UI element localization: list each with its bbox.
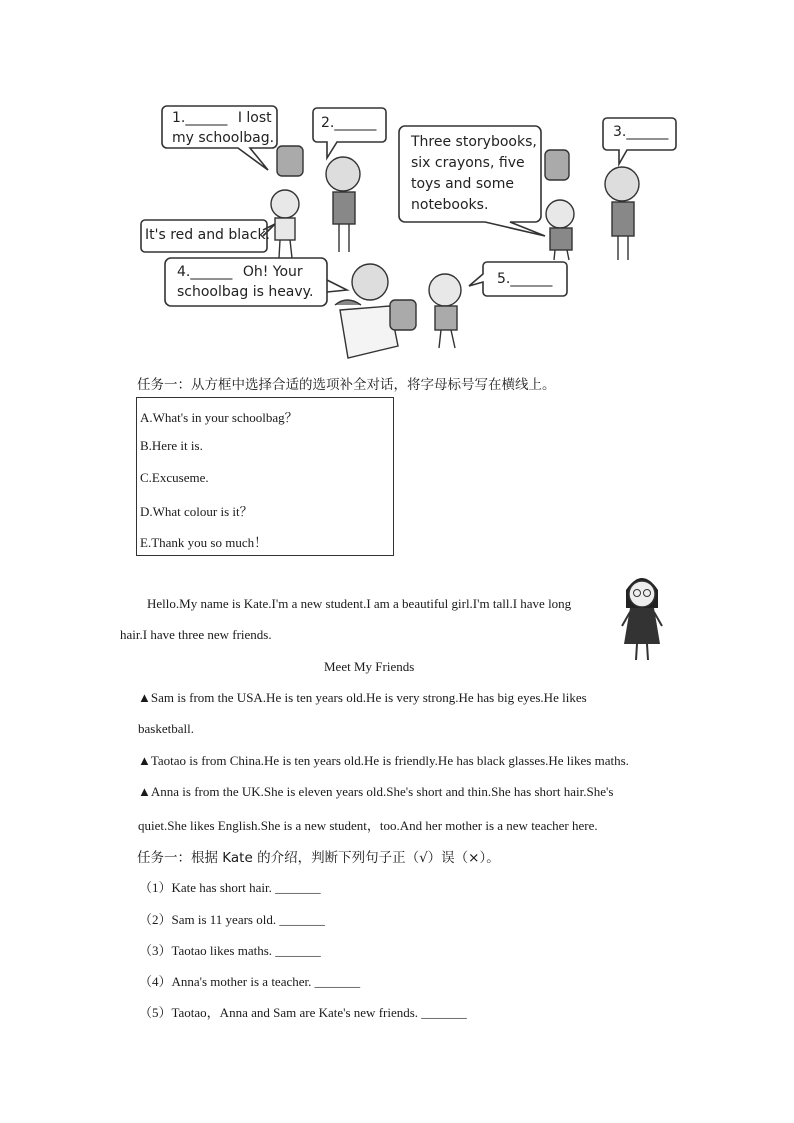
intro-line-1: Hello.My name is Kate.I'm a new student.I am a beautiful girl.I'm tall.I have long bbox=[147, 596, 572, 611]
judge-item-4: （4）Anna's mother is a teacher. _______ bbox=[139, 974, 361, 989]
intro-line-2: hair.I have three new friends. bbox=[120, 627, 272, 642]
bubble3-line1: Three storybooks, bbox=[411, 134, 537, 150]
bubble6-text bbox=[177, 262, 313, 302]
option-e: E.Thank you so much！ bbox=[140, 535, 268, 550]
option-b: B.Here it is. bbox=[140, 438, 203, 453]
passage-heading: Meet My Friends bbox=[324, 659, 415, 674]
sam-line-1: ▲Sam is from the USA.He is ten years old.He is very strong.He has big eyes.He likes bbox=[138, 690, 587, 705]
bubble3-line4: notebooks. bbox=[411, 197, 489, 213]
task1-title: 任务一：从方框中选择合适的选项补全对话，将字母标号写在横线上。 bbox=[137, 377, 556, 393]
options-box bbox=[136, 397, 394, 556]
bubble6-line2: schoolbag is heavy. bbox=[177, 284, 314, 300]
taotao-line: ▲Taotao is from China.He is ten years old.He is friendly.He has black glasses.He likes maths. bbox=[138, 753, 629, 768]
sam-line-2: basketball. bbox=[138, 721, 194, 736]
anna-line-1: ▲Anna is from the UK.She is eleven years old.She's short and thin.She has short hair.She's bbox=[138, 784, 614, 799]
anna-line-2: quiet.She likes English.She is a new student，too.And her mother is a new teacher here. bbox=[138, 818, 598, 833]
bubble3-text bbox=[411, 132, 537, 216]
option-a: A.What's in your schoolbag？ bbox=[140, 410, 298, 425]
judge-item-1: （1）Kate has short hair. _______ bbox=[139, 880, 321, 895]
judge-item-2: （2）Sam is 11 years old. _______ bbox=[139, 912, 325, 927]
bubble3-line3: toys and some bbox=[411, 176, 514, 192]
bubble5-text: It's red and black. bbox=[145, 227, 271, 243]
kate-illustration bbox=[612, 568, 672, 668]
task2-title: 任务一：根据 Kate 的介绍，判断下列句子正（√）误（×）。 bbox=[137, 850, 500, 866]
bubble6-line1: Oh! Your bbox=[242, 264, 303, 280]
option-d: D.What colour is it？ bbox=[140, 504, 253, 519]
judge-item-5: （5）Taotao，Anna and Sam are Kate's new friends. _______ bbox=[139, 1005, 467, 1020]
bubble1-line2: my schoolbag. bbox=[172, 130, 275, 146]
comic-illustration bbox=[135, 100, 690, 362]
blank-1[interactable]: 1.______ bbox=[172, 110, 228, 126]
judge-item-3: （3）Taotao likes maths. _______ bbox=[139, 943, 321, 958]
bubble3-line2: six crayons, five bbox=[411, 155, 525, 171]
bubble1-line1: I lost bbox=[237, 110, 272, 126]
blank-4[interactable]: 4.______ bbox=[177, 264, 233, 280]
bubble1-text bbox=[172, 108, 274, 148]
option-c: C.Excuseme. bbox=[140, 470, 209, 485]
blank-5[interactable]: 5.______ bbox=[497, 271, 553, 287]
blank-2[interactable]: 2.______ bbox=[321, 115, 377, 131]
blank-3[interactable]: 3.______ bbox=[613, 124, 669, 140]
